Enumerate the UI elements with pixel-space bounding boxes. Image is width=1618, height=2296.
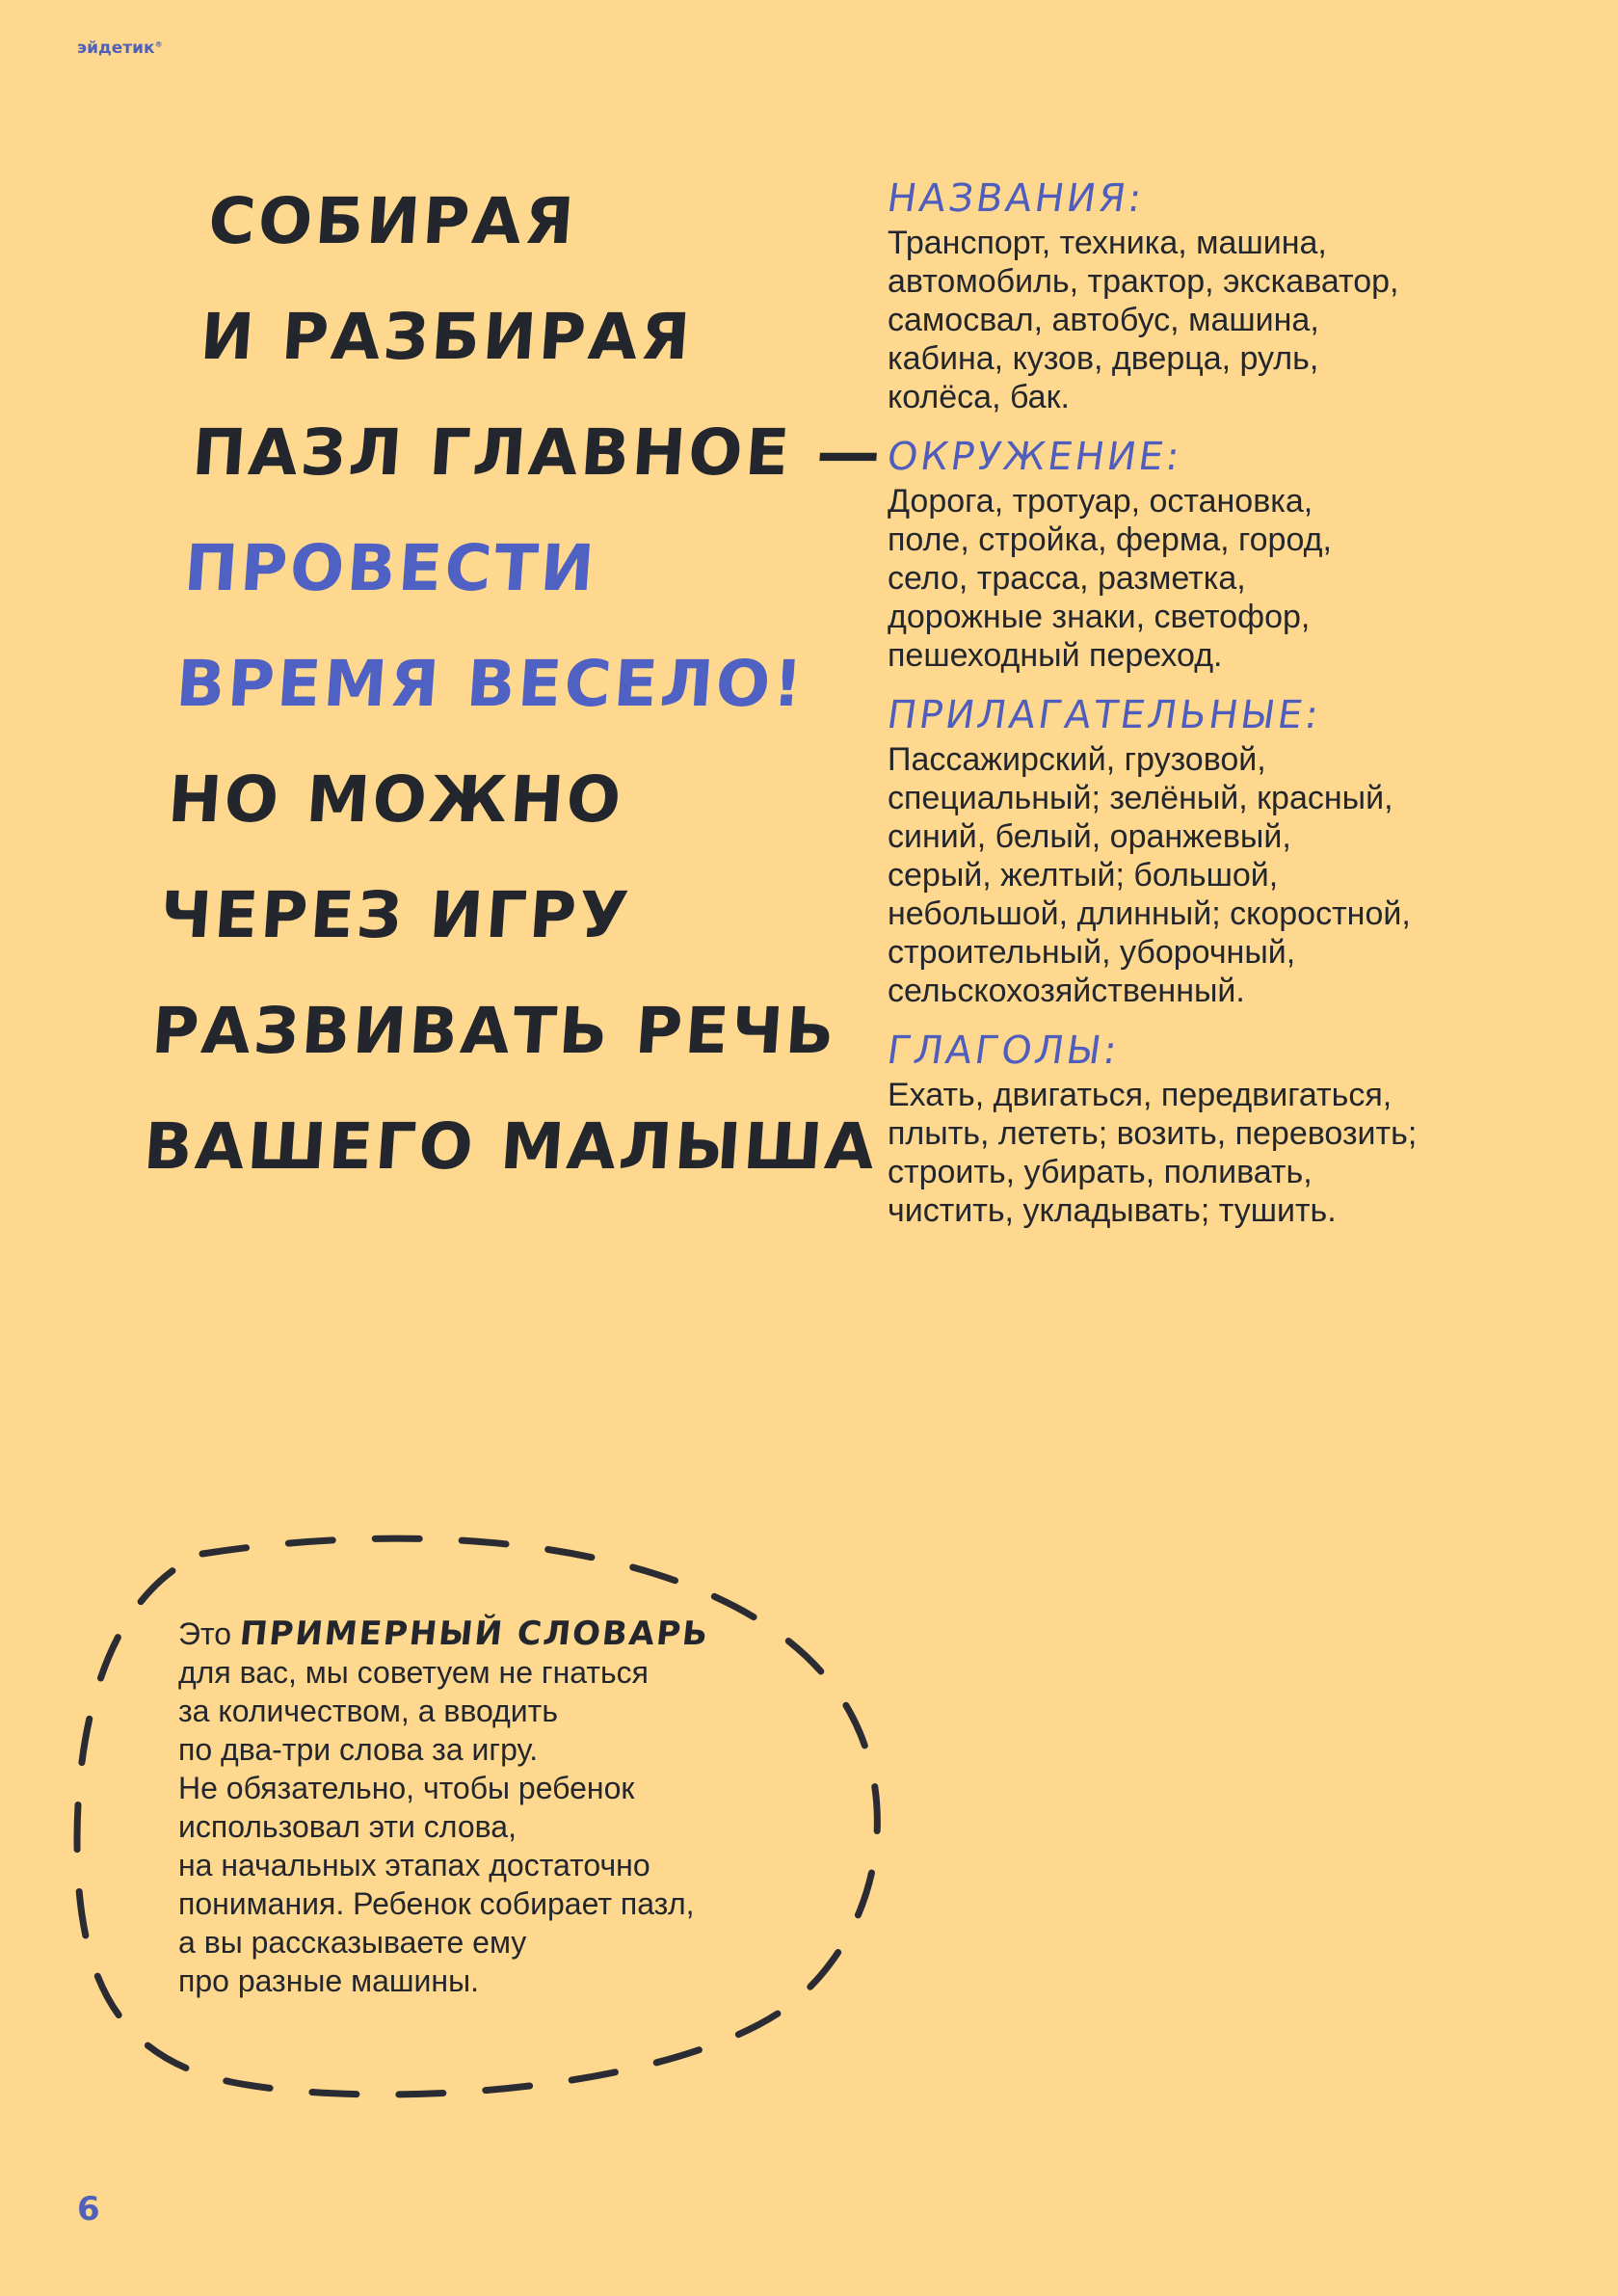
page-number: 6 [77,2190,100,2229]
vocab-section-title: ОКРУЖЕНИЕ: [884,435,1185,479]
vocab-section-adjectives [884,690,1581,1010]
note-callout [58,1523,915,2121]
headline-line: ЧЕРЕЗ ИГРУ [157,878,634,952]
vocabulary-list [884,174,1581,1245]
vocab-section-names [884,174,1581,416]
headline-line: ВАШЕГО МАЛЫША [141,1109,880,1184]
vocab-section-verbs [884,1026,1581,1230]
note-lead: Это [178,1616,232,1651]
vocab-section-title: ГЛАГОЛЫ: [884,1028,1123,1073]
vocab-section-title: НАЗВАНИЯ: [884,176,1148,221]
note-highlight: ПРИМЕРНЫЙ СЛОВАРЬ [237,1615,712,1653]
headline-line: ПАЗЛ ГЛАВНОЕ — [190,415,887,490]
brand-mark: ® [154,40,163,49]
vocab-section-environment [884,432,1581,675]
brand-logo [77,39,163,58]
vocab-section-text: Ехать, двигаться, передвигаться, плыть, лететь; возить, перевозить; строить, убирать, поливать, чистить, укладывать; тушить. [888,1077,1418,1229]
vocab-section-text: Транспорт, техника, машина, автомобиль, трактор, экскаватор, самосвал, автобус, машина, кабина, кузов, дверца, руль, колёса, бак. [888,225,1399,415]
vocab-section-text: Пассажирский, грузовой, специальный; зелёный, красный, синий, белый, оранжевый, серый, желтый; большой, небольшой, длинный; скоростной, строительный, уборочный, сельскохозяйственный. [888,741,1411,1009]
vocab-section-text: Дорога, тротуар, остановка, поле, стройка, ферма, город, село, трасса, разметка, дорожные знаки, светофор, пешеходный переход. [888,483,1332,674]
headline-line: СОБИРАЯ [205,184,579,258]
note-body: для вас, мы советуем не гнаться за количеством, а вводить по два-три слова за игру. Не обязательно, чтобы ребенок использовал эти слова, на начальных этапах достаточно понимания. Ребенок собирает пазл, а вы рассказываете ему про разные машины. [178,1655,695,1998]
note-text [178,1615,872,2000]
headline-line: И РАЗБИРАЯ [198,300,696,374]
headline-line-accent: ПРОВЕСТИ [181,531,599,605]
headline-line: РАЗВИВАТЬ РЕЧЬ [149,994,840,1068]
brand-name: эйдетик [77,39,155,58]
headline-line: НО МОЖНО [165,762,626,837]
headline [140,164,907,1205]
headline-line-accent: ВРЕМЯ ВЕСЕЛО! [173,647,808,721]
vocab-section-title: ПРИЛАГАТЕЛЬНЫЕ: [884,693,1324,737]
